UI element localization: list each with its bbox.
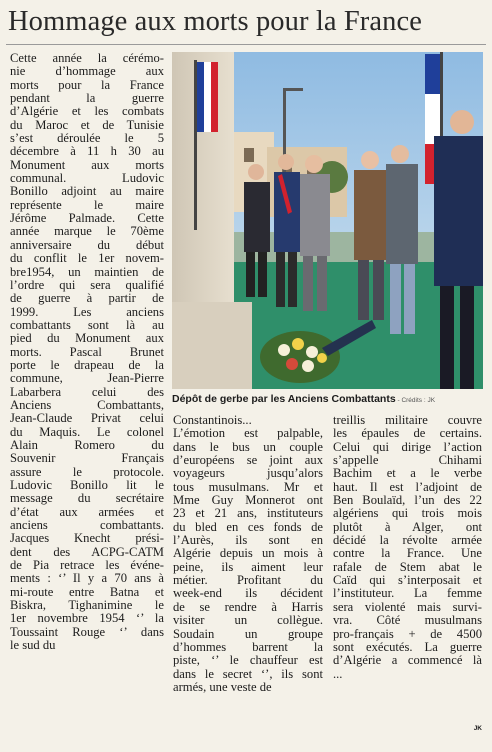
article-title: Hommage aux morts pour la France — [8, 6, 422, 37]
text-line: treillis militaire couvre — [333, 414, 482, 427]
text-line: anniversaire du début — [10, 238, 164, 252]
text-line: d’état aux armées et — [10, 505, 164, 519]
text-line: L’émotion est palpable, — [173, 427, 323, 441]
text-line: du Maquis. Le colonel — [10, 425, 164, 439]
text-line: sont exécutés. La guerre — [333, 640, 482, 654]
text-line: année marque le 70ème — [10, 225, 164, 239]
text-line: l’ordre qui sera qualifié — [10, 278, 164, 292]
text-line: rafale de Stem abat le — [333, 560, 482, 574]
text-line: haut. Il est l’adjoint de — [333, 480, 482, 494]
text-line: Jean-Claude Privat celui — [10, 412, 164, 426]
article-column-3 — [333, 414, 482, 681]
text-line: dans le secret ‘’, ils sont — [173, 667, 323, 681]
text-line: les épaules de certains. — [333, 427, 482, 441]
text-line: Bonillo adjoint au maire — [10, 185, 164, 199]
text-line: ments : ‘’ Il y a 70 ans à — [10, 572, 164, 586]
text-line: combattants sont là au — [10, 318, 164, 332]
text-line: du conflit le 1er novem- — [10, 252, 164, 266]
text-line: bre1954, un maintien de — [10, 265, 164, 279]
article-column-2 — [173, 414, 323, 694]
text-line: Ludovic Bonillo lit le — [10, 479, 164, 492]
text-line: nie d’hommage aux — [10, 65, 164, 79]
text-line: d’hommes barrent la — [173, 640, 323, 654]
text-line: Toussaint Rouge ‘’ dans — [10, 625, 164, 639]
text-line: Algérie depuis un mois à — [173, 547, 323, 561]
ceremony-photo — [172, 52, 483, 389]
text-line: Jacques Knecht prési- — [10, 532, 164, 546]
text-line: Anciens Combattants, — [10, 398, 164, 412]
text-line: pendant la guerre — [10, 92, 164, 106]
text-line: morts pour la France — [10, 78, 164, 92]
text-line: représente le maire — [10, 198, 164, 212]
text-line: Souvenir Français — [10, 452, 164, 466]
text-line: ... — [333, 667, 343, 681]
text-line: 1er novembre 1954 ‘’ la — [10, 612, 164, 626]
text-line: tous musulmans. Mr et — [173, 480, 323, 494]
text-line: Ben Boulaïd, l’un des 22 — [333, 494, 482, 508]
text-line: de guerre à partir de — [10, 292, 164, 306]
text-line: pro-français + de 4500 — [333, 627, 482, 641]
text-line: 1999. Les anciens — [10, 305, 164, 319]
text-line: Bachim et a le verbe — [333, 467, 482, 481]
title-rule — [6, 44, 486, 45]
text-line: sera violenté mais survi- — [333, 600, 482, 614]
text-line: s’appelle Chihami — [333, 454, 482, 468]
text-line: Cette année la cérémo- — [10, 52, 164, 65]
text-line: pied du Monument aux — [10, 332, 164, 346]
text-line: anciens combattants. — [10, 519, 164, 533]
text-line: d’Algérie et les combats — [10, 105, 164, 119]
text-line: dans le bus un couple — [173, 440, 323, 454]
caption-text: Dépôt de gerbe par les Anciens Combattants — [172, 393, 396, 405]
text-line: plutôt à Alger, ont — [333, 520, 482, 534]
text-line: du bled en ces fonds de — [173, 520, 323, 534]
text-line: Labarbera celui des — [10, 385, 164, 399]
text-line: d’Algérie a commencé là — [333, 654, 482, 668]
text-line: s’est déroulée le 5 — [10, 132, 164, 146]
text-line: porte le drapeau de la — [10, 358, 164, 372]
text-line: décidé la révolte armée — [333, 534, 482, 548]
text-line: Alain Romero du — [10, 438, 164, 452]
text-line: Soudain un groupe — [173, 627, 323, 641]
text-line: métier. Profitant du — [173, 574, 323, 588]
text-line: communal. Ludovic — [10, 172, 164, 186]
text-line: d’européens se joint aux — [173, 454, 323, 468]
text-line: Biskra, Tighanimine le — [10, 599, 164, 613]
text-line: l’instituteur. La femme — [333, 587, 482, 601]
text-line: Caïd qui s’interposait et — [333, 574, 482, 588]
text-line: Monument aux morts — [10, 158, 164, 172]
text-line: assure le protocole. — [10, 465, 164, 479]
article-column-1 — [10, 52, 164, 652]
text-line: de se rendre à Harris — [173, 600, 323, 614]
text-line: décembre à 11 h 30 au — [10, 145, 164, 159]
photo-caption — [172, 393, 483, 405]
text-line: morts. Pascal Brunet — [10, 345, 164, 359]
text-line: contre la France. Une — [333, 547, 482, 561]
text-line: 23 et 21 ans, instituteurs — [173, 507, 323, 521]
text-line: l’Aurès, ils sont en — [173, 534, 323, 548]
text-line: algériens qui trois mois — [333, 507, 482, 521]
text-line: week-end ils décident — [173, 587, 323, 601]
text-line: Mme Guy Monnerot ont — [173, 494, 323, 508]
text-line: visiter un collègue. — [173, 614, 323, 628]
text-line: vra. Côté musulmans — [333, 614, 482, 628]
author-signature: JK — [473, 725, 482, 732]
text-line: piste, ‘’ le chauffeur est — [173, 654, 323, 668]
text-line: armés, une veste de — [173, 680, 272, 694]
text-line: mi-route entre Batna et — [10, 585, 164, 599]
text-line: peine, ils aiment leur — [173, 560, 323, 574]
photo-credit: - Crédits : JK — [395, 397, 436, 404]
text-line: du Maroc et de Tunisie — [10, 118, 164, 132]
text-line: voyageurs jusqu’alors — [173, 467, 323, 481]
text-line: le sud du — [10, 639, 56, 653]
text-line: Constantinois... — [173, 414, 252, 427]
text-line: Jérôme Palmade. Cette — [10, 212, 164, 226]
text-line: dent des ACPG-CATM — [10, 545, 164, 559]
ceremony-photo-illustration — [172, 52, 483, 389]
text-line: message du secrétaire — [10, 492, 164, 506]
text-line: Celui qui dirige l’action — [333, 440, 482, 454]
text-line: commune, Jean-Pierre — [10, 372, 164, 386]
text-line: de Pia retrace les événe- — [10, 559, 164, 573]
